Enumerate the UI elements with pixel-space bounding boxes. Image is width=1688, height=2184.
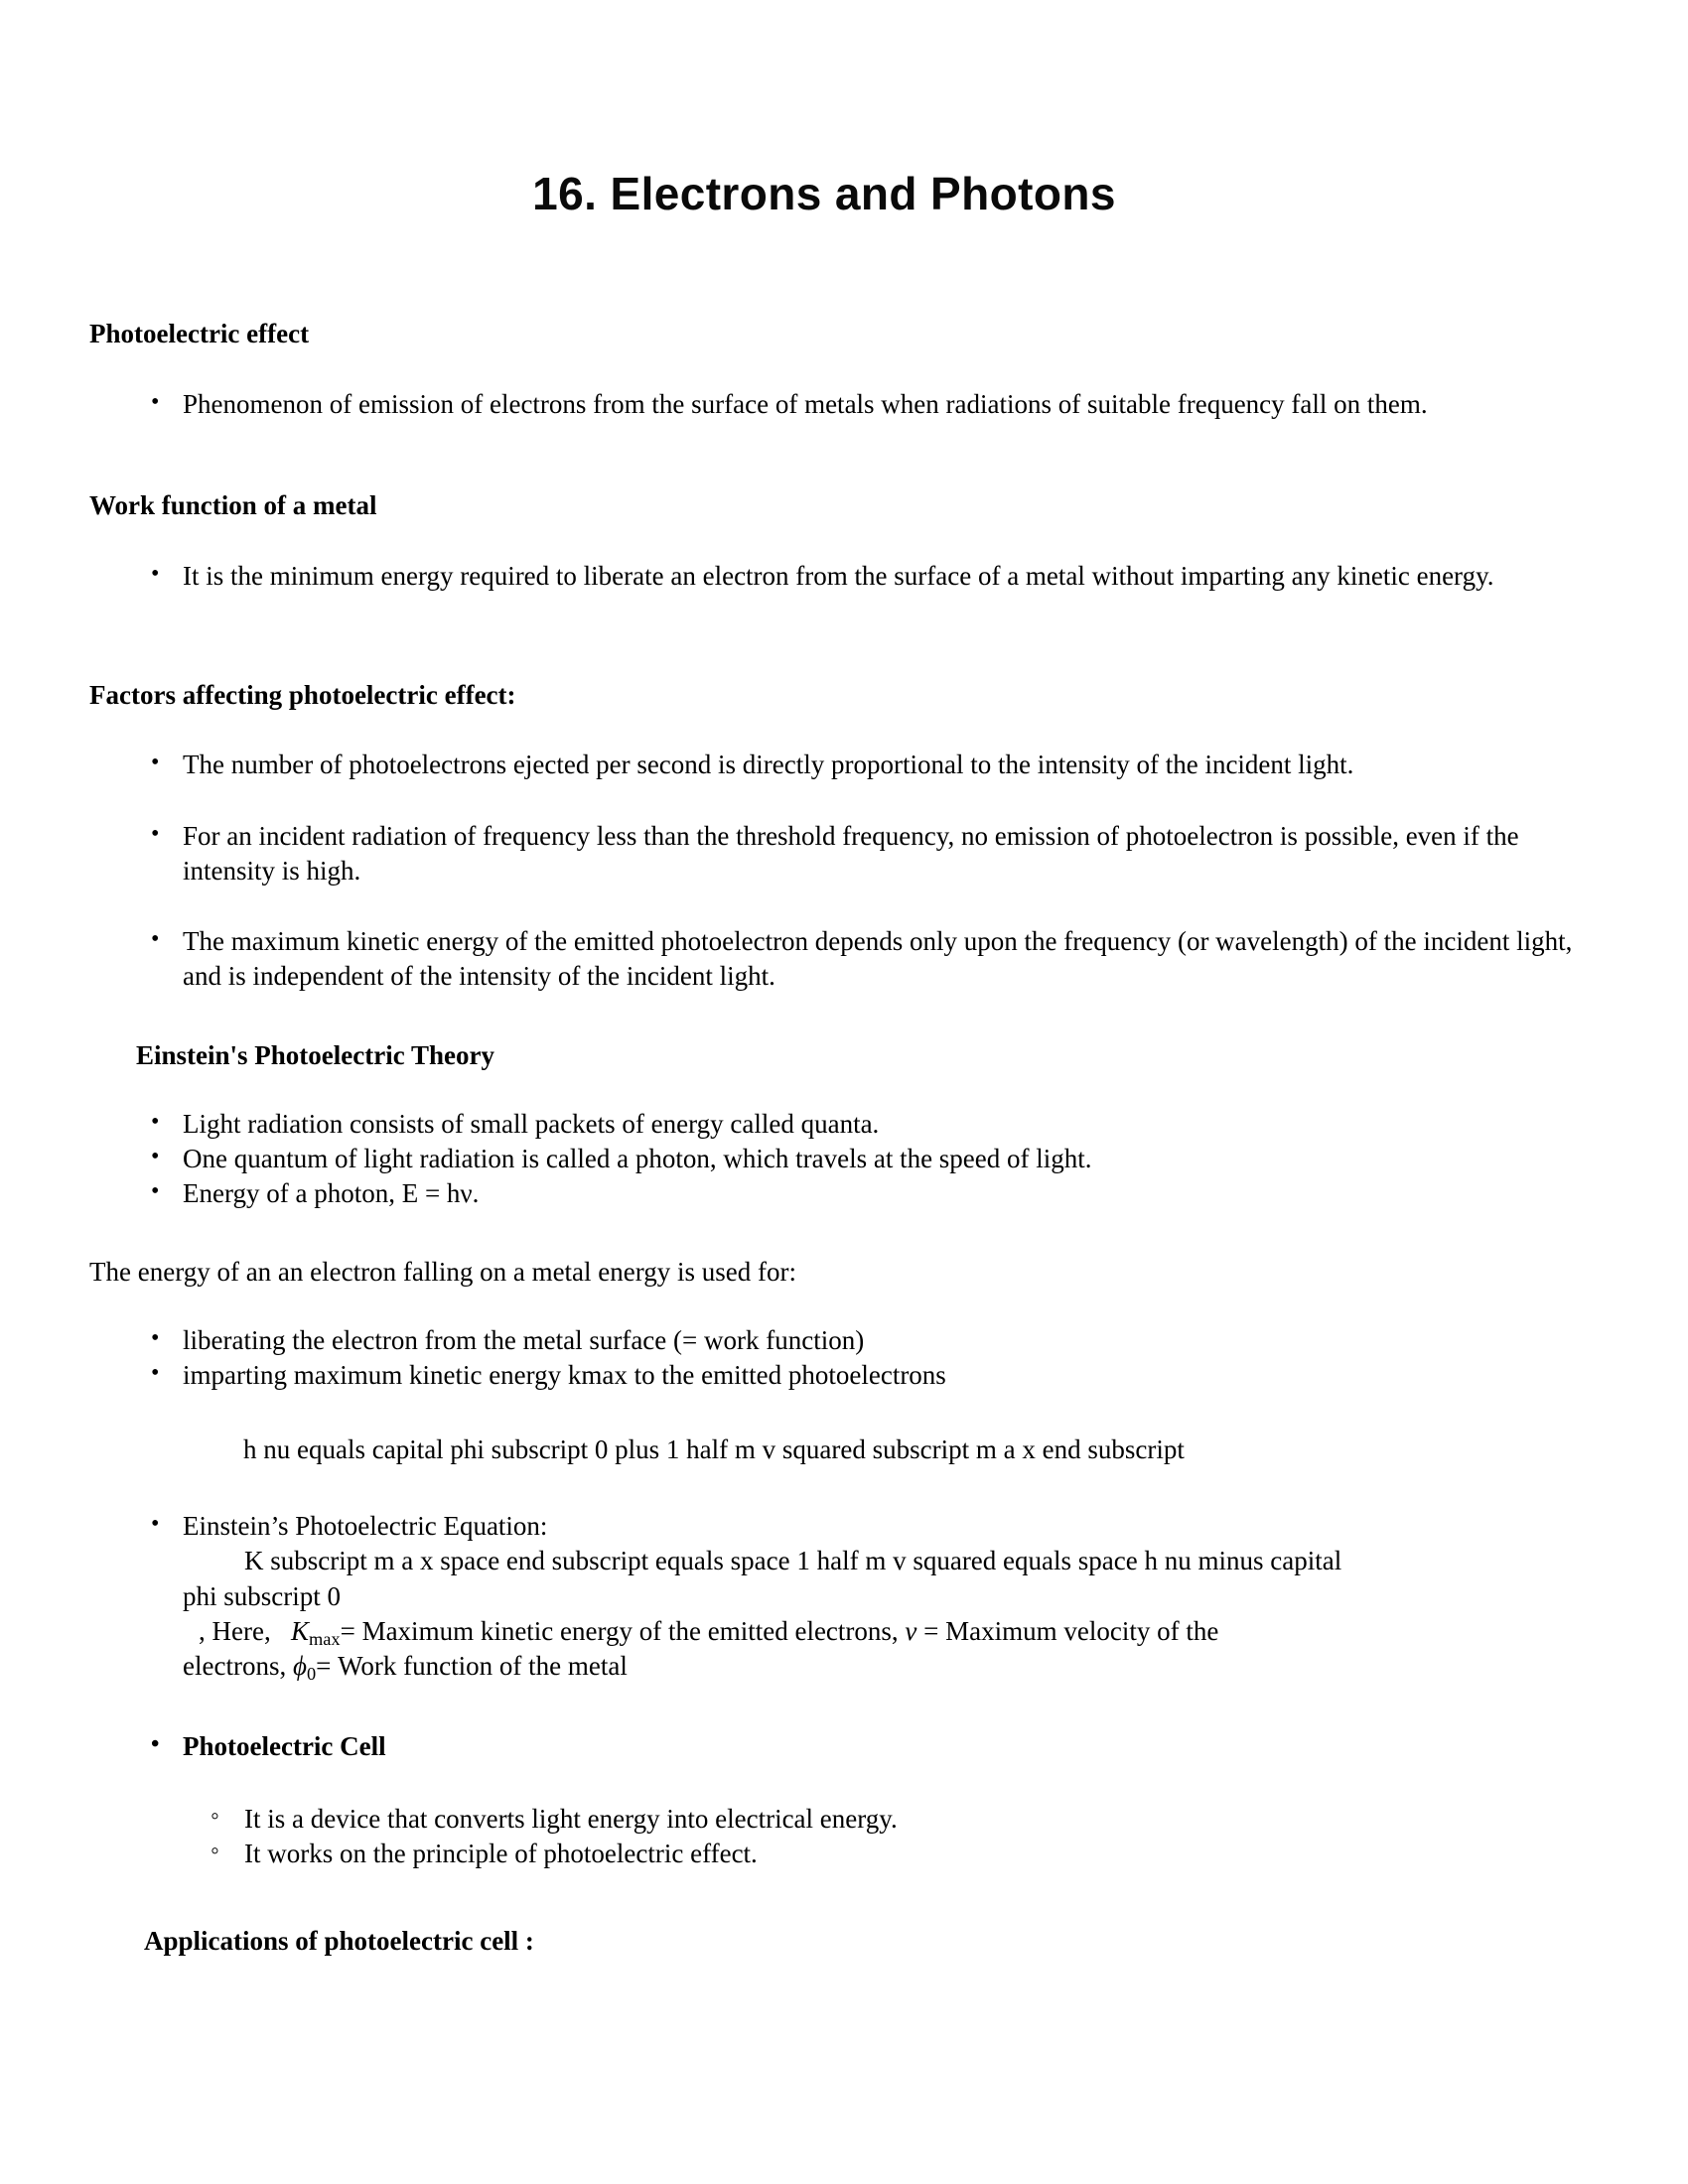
list-photoelectric-cell-points	[207, 1802, 1609, 1871]
list-einstein-theory	[145, 1107, 1609, 1211]
list-item: • Energy of a photon, E = hν.	[145, 1176, 1609, 1211]
heading-einstein-theory: Einstein's Photoelectric Theory	[136, 1039, 494, 1070]
heading-applications: Applications of photoelectric cell :	[144, 1926, 534, 1957]
heading-factors: Factors affecting photoelectric effect:	[89, 679, 516, 710]
list-einstein-equation	[145, 1509, 1609, 1683]
list-item: • Light radiation consists of small packets of energy called quanta.	[145, 1107, 1609, 1142]
equation-alt-text-kmax-line1: K subscript m a x space end subscript equals space 1 half m v squared equals space h nu minus capital	[244, 1546, 1342, 1576]
list-item-einstein-equation	[145, 1509, 1609, 1683]
v-definition-cont: electrons,	[183, 1650, 287, 1681]
kmax-definition: = Maximum kinetic energy of the emitted electrons,	[340, 1615, 899, 1646]
list-item: ◦ It works on the principle of photoelectric effect.	[207, 1837, 1609, 1871]
list-item: • Phenomenon of emission of electrons from the surface of metals when radiations of suitable frequency fall on them.	[145, 387, 1609, 422]
symbol-phi-subscript: 0	[306, 1663, 317, 1684]
document-content	[89, 0, 1609, 1959]
list-item: • It is the minimum energy required to liberate an electron from the surface of a metal without imparting any kinetic energy.	[145, 559, 1609, 594]
definitions-line	[183, 1615, 1219, 1684]
heading-photoelectric-cell: • Photoelectric Cell	[145, 1729, 1609, 1764]
paragraph-energy-used-for: The energy of an an electron falling on a metal energy is used for:	[89, 1256, 796, 1287]
list-item: ◦ It is a device that converts light energy into electrical energy.	[207, 1802, 1609, 1837]
list-item: • imparting maximum kinetic energy kmax to the emitted photoelectrons	[145, 1358, 1609, 1393]
equation-alt-text-kmax-line2: phi subscript 0	[183, 1580, 341, 1611]
heading-photoelectric-effect: Photoelectric effect	[89, 319, 310, 348]
heading-work-function: Work function of a metal	[89, 489, 377, 520]
symbol-kmax: K	[290, 1615, 309, 1646]
symbol-kmax-subscript: max	[308, 1628, 341, 1649]
list-energy-used	[145, 1323, 1609, 1393]
list-item: • One quantum of light radiation is called a photon, which travels at the speed of light.	[145, 1142, 1609, 1176]
label-einstein-equation: Einstein’s Photoelectric Equation:	[183, 1511, 548, 1542]
v-definition: = Maximum velocity of the	[923, 1615, 1219, 1646]
phi-definition: = Work function of the metal	[316, 1650, 628, 1681]
list-factors	[145, 748, 1609, 993]
list-item: • The maximum kinetic energy of the emitted photoelectron depends only upon the frequency (or wavelength) of the incident light, and is independent of the intensity of the incident light.	[145, 924, 1609, 994]
list-photoelectric-effect	[145, 387, 1609, 422]
equation-alt-text-hnu: h nu equals capital phi subscript 0 plus 1 half m v squared subscript m a x end subscript	[243, 1434, 1185, 1465]
list-item: • The number of photoelectrons ejected per second is directly proportional to the intensity of the incident light.	[145, 748, 1609, 782]
page-title: 16. Electrons and Photons	[532, 168, 1116, 219]
list-item: • For an incident radiation of frequency less than the threshold frequency, no emission of photoelectron is possible, even if the intensity is high.	[145, 819, 1609, 888]
list-item: • liberating the electron from the metal surface (= work function)	[145, 1323, 1609, 1358]
list-work-function	[145, 559, 1609, 594]
list-photoelectric-cell	[145, 1729, 1609, 1764]
symbol-v: v	[905, 1615, 917, 1646]
symbol-phi: ϕ	[292, 1650, 307, 1681]
where-prefix: , Here,	[199, 1615, 271, 1646]
